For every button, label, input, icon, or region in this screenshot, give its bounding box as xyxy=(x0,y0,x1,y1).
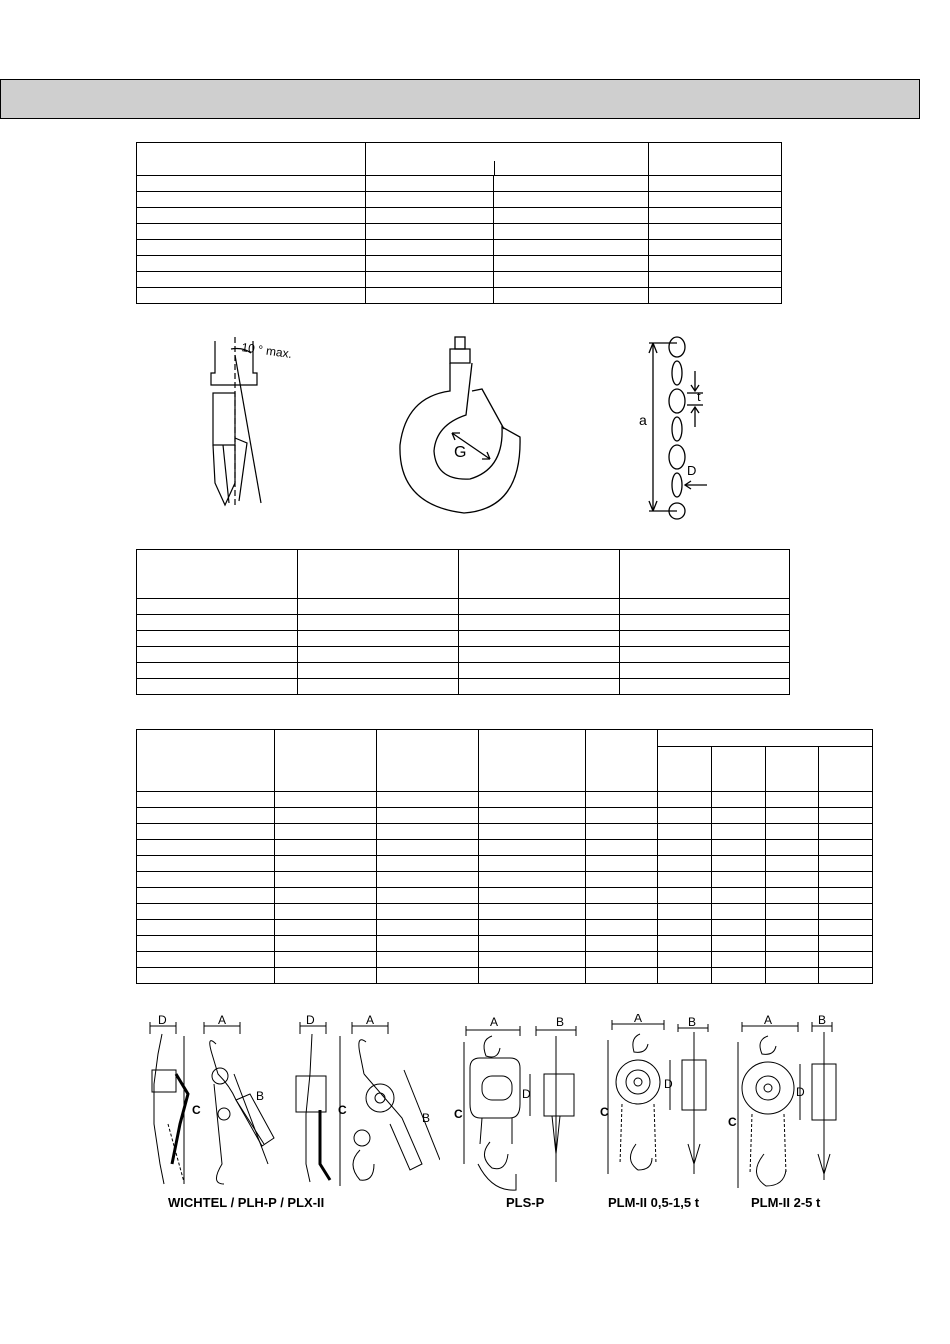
wichtel-drawing xyxy=(140,1014,440,1194)
table-cell xyxy=(366,143,649,176)
table-1-header-row xyxy=(137,143,782,176)
table-row xyxy=(137,256,782,272)
table-2-header-row xyxy=(137,550,790,599)
wichtel-dim-b: B xyxy=(256,1089,265,1103)
angle-label: 10 ° max. xyxy=(240,340,293,362)
table-1 xyxy=(136,142,782,304)
pls-dim-a: A xyxy=(490,1015,499,1029)
table-row xyxy=(137,240,782,256)
table-row xyxy=(137,176,782,192)
plm-small-dim-c: C xyxy=(600,1105,609,1119)
plx-dim-d: D xyxy=(306,1014,315,1027)
chain-length-label: a xyxy=(639,412,647,428)
hook-angle-figure xyxy=(195,333,305,513)
pls-dim-b: B xyxy=(556,1015,565,1029)
table-row xyxy=(137,631,790,647)
table-row xyxy=(137,840,873,856)
section-header-bar xyxy=(0,79,920,119)
plm-large-dim-c: C xyxy=(728,1115,737,1129)
table-2 xyxy=(136,549,790,695)
plm-large-dim-a: A xyxy=(764,1014,773,1027)
table-row xyxy=(137,192,782,208)
table-row xyxy=(137,936,873,952)
table-row xyxy=(137,856,873,872)
table-row xyxy=(137,792,873,808)
table-row xyxy=(137,904,873,920)
caption-plm-small: PLM-II 0,5-1,5 t xyxy=(608,1195,700,1210)
wichtel-dim-a: A xyxy=(218,1014,227,1027)
hook-opening-figure xyxy=(392,333,532,519)
table-3-header-row xyxy=(137,730,873,747)
wichtel-dim-c: C xyxy=(192,1103,201,1117)
table-row xyxy=(137,615,790,631)
caption-pls: PLS-P xyxy=(506,1195,545,1210)
chain-figure xyxy=(635,333,725,523)
table-row xyxy=(137,647,790,663)
table-row xyxy=(137,808,873,824)
table-row xyxy=(137,872,873,888)
wichtel-dim-d: D xyxy=(158,1014,167,1027)
plx-dim-b: B xyxy=(422,1111,431,1125)
plm-small-drawing xyxy=(598,1014,718,1194)
chain-pitch-label: t xyxy=(697,389,701,404)
table-row xyxy=(137,952,873,968)
table-row xyxy=(137,968,873,984)
plm-large-drawing xyxy=(724,1014,844,1194)
plm-small-dim-a: A xyxy=(634,1014,643,1025)
plm-large-dim-d: D xyxy=(796,1085,805,1099)
table-row xyxy=(137,599,790,615)
pls-dim-d: D xyxy=(522,1087,531,1101)
table-row xyxy=(137,288,782,304)
plx-dim-c: C xyxy=(338,1103,347,1117)
plx-dim-a: A xyxy=(366,1014,375,1027)
plm-large-dim-b: B xyxy=(818,1014,827,1027)
table-cell xyxy=(137,143,366,176)
table-row xyxy=(137,920,873,936)
table-row xyxy=(137,679,790,695)
table-row xyxy=(137,208,782,224)
caption-wichtel: WICHTEL / PLH-P / PLX-II xyxy=(168,1195,325,1210)
table-row xyxy=(137,824,873,840)
table-row xyxy=(137,888,873,904)
table-row xyxy=(137,272,782,288)
opening-label: G xyxy=(454,444,467,461)
pls-drawing xyxy=(452,1014,592,1194)
plm-small-dim-b: B xyxy=(688,1015,697,1029)
table-row xyxy=(137,663,790,679)
table-cell xyxy=(649,143,782,176)
table-3 xyxy=(136,729,873,984)
chain-diameter-label: D xyxy=(687,463,697,478)
caption-plm-large: PLM-II 2-5 t xyxy=(751,1195,821,1210)
plm-small-dim-d: D xyxy=(664,1077,673,1091)
table-row xyxy=(137,224,782,240)
pls-dim-c: C xyxy=(454,1107,463,1121)
